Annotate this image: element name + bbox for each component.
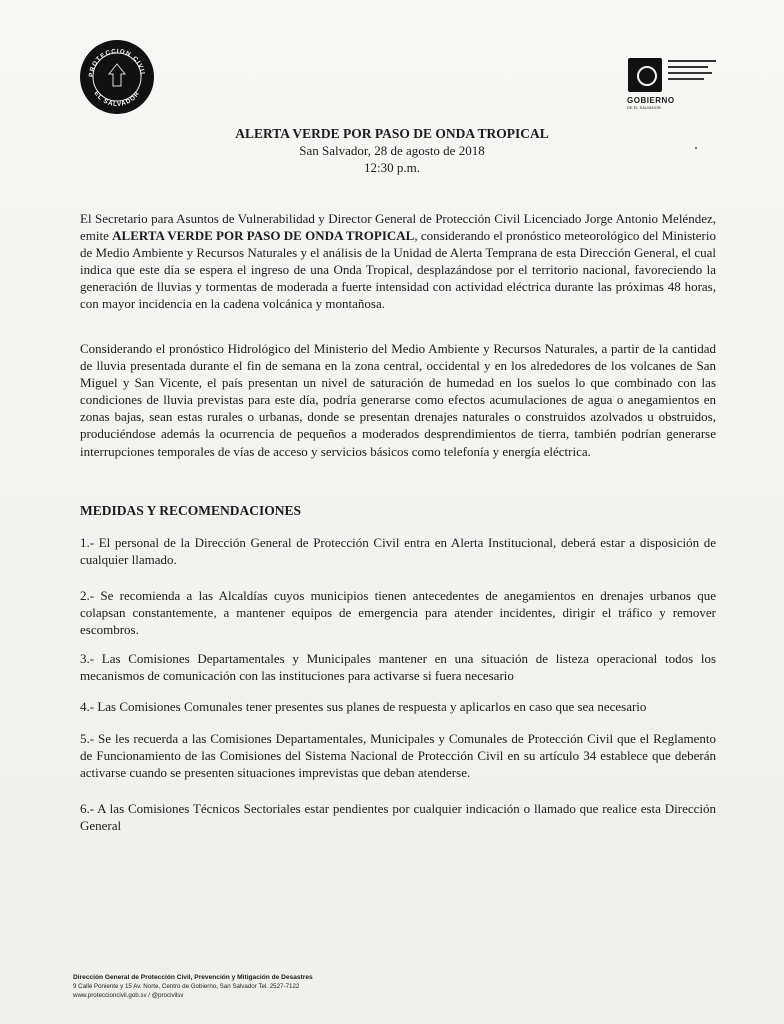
document-title: ALERTA VERDE POR PASO DE ONDA TROPICAL <box>235 126 549 141</box>
measure-item: 6.- A las Comisiones Técnicos Sectoriales estar pendientes por cualquier indicación o llamado que realice esta Dirección General <box>80 801 716 834</box>
document-time: 12:30 p.m. <box>364 160 420 175</box>
seal-bottom-text: EL SALVADOR <box>92 90 142 109</box>
measure-item: 4.- Las Comisiones Comunales tener presentes sus planes de respuesta y aplicarlos en caso que sea necesario <box>80 699 647 714</box>
footer <box>73 973 313 1000</box>
measure-item: 5.- Se les recuerda a las Comisiones Departamentales, Municipales y Comunales de Protección Civil que el Reglamento de Funcionamiento de las Comisiones del Sistema Nacional de Protección Civil en su artículo 34 establece que deberán activarse cuando se presenten situaciones imprevistas que deban atenderse. <box>80 731 716 781</box>
measure-item: 3.- Las Comisiones Departamentales y Municipales mantener en una situación de listeza operacional todos los mecanismos de comunicación con las instituciones para activarse si fuera necesario <box>80 651 716 684</box>
measure-item: 2.- Se recomienda a las Alcaldías cuyos municipios tienen antecedentes de anegamientos en drenajes urbanos que colapsan constantemente, a mantener equipos de emergencia para atender incidentes, dirigir el tráfico y remover escombros. <box>80 588 716 638</box>
gobierno-logo <box>624 56 734 114</box>
document-date: San Salvador, 28 de agosto de 2018 <box>299 143 485 158</box>
footer-address: 9 Calle Poniente y 15 Av. Norte, Centro de Gobierno, San Salvador Tel. 2527-7122 <box>73 983 300 990</box>
footer-org: Dirección General de Protección Civil, Prevención y Mitigación de Desastres <box>73 974 313 981</box>
intro-text-1: El Secretario para Asuntos de Vulnerabilidad y Director General de Protección Civil Licenciado Jorge Antonio Meléndez, emite <box>80 211 716 244</box>
proteccion-civil-logo <box>80 40 154 114</box>
intro-bold-alert: ALERTA VERDE POR PASO DE ONDA TROPICAL <box>112 228 415 244</box>
gobierno-label: GOBIERNO <box>627 96 675 105</box>
measure-item: 1.- El personal de la Dirección General de Protección Civil entra en Alerta Institucional, deberá estar a disposición de cualquier llamado. <box>80 535 716 568</box>
intro-paragraph <box>80 210 716 313</box>
intro-text-2: , considerando el pronóstico meteorológico del Ministerio de Medio Ambiente y Recursos Naturales y el análisis de la Unidad de Alerta Temprana de esta Dirección General, el cual indica que este día se espera el ingreso de una Onda Tropical, desplazándose por el territorio nacional, favoreciendo la generación de lluvias y tormentas de moderada a fuerte intensidad con actividad eléctrica durante las próximas 48 horas, con mayor incidencia en la cadena volcánica y montañosa. <box>80 228 716 312</box>
footer-web: www.proteccioncivil.gob.sv / @procivilsv <box>73 992 184 999</box>
proteccion-civil-seal-icon <box>80 40 154 114</box>
coat-of-arms-icon <box>628 58 662 92</box>
seal-top-text: PROTECCION CIVIL <box>87 47 147 78</box>
hydrology-paragraph: Considerando el pronóstico Hidrológico del Ministerio del Medio Ambiente y Recursos Naturales, a partir de la cantidad de lluvia presentada durante el fin de semana en la zona central, occidental y en los alrededores de los volcanes de San Miguel y San Vicente, el país presentan un nivel de saturación de humedad en los suelos lo que combinado con las condiciones de lluvia previstas para este día, podría generarse como efectos acumulaciones de agua o anegamientos en zonas bajas, sean estas rurales o urbanas, donde se presentan drenajes naturales o construidos azolvados u obstruidos, produciéndose además la ocurrencia de pequeños a moderados desprendimientos de tierra, también podrían generarse interrupciones temporales de vías de acceso y servicios básicos como telefonía y energía eléctrica. <box>80 341 716 459</box>
section-title: MEDIDAS Y RECOMENDACIONES <box>80 503 302 518</box>
gobierno-sublabel: DE EL SALVADOR <box>627 105 661 110</box>
